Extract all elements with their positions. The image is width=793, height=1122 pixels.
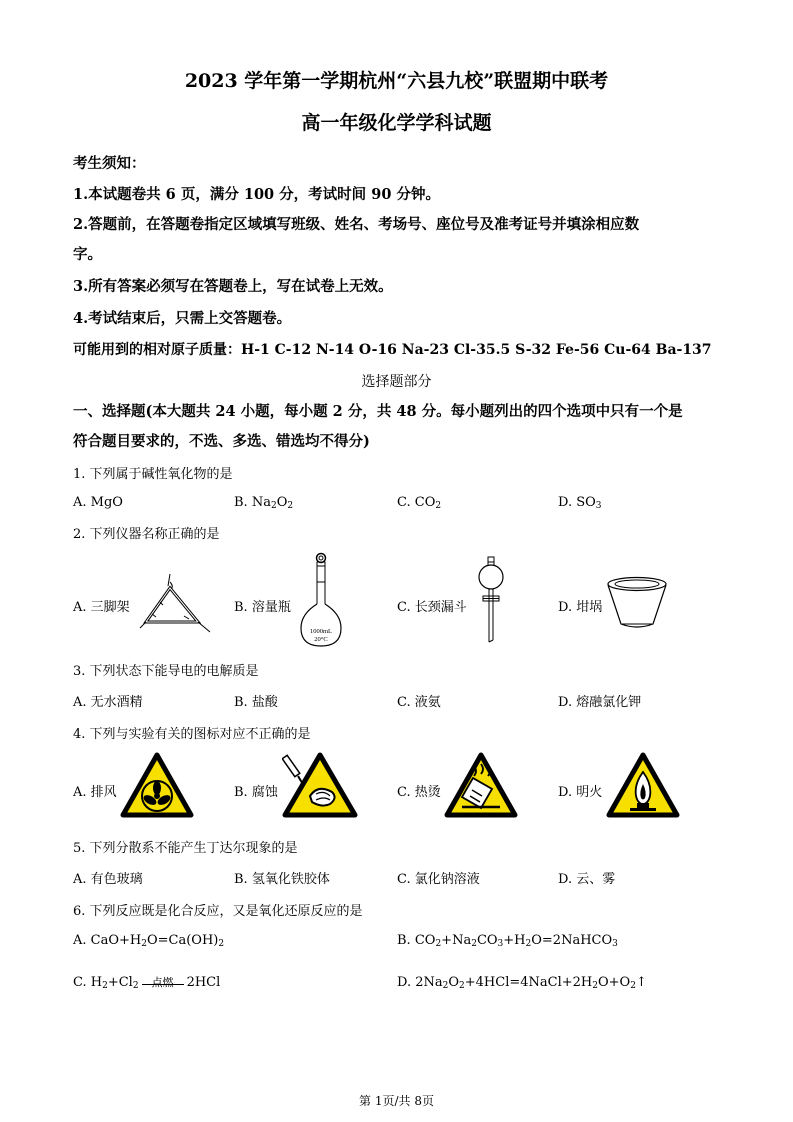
q2-option-d[interactable]: D. 坩埚 bbox=[558, 600, 603, 615]
q6-option-b[interactable]: B. $CO_2+Na_2CO_3+H_2O=2NaHCO_3$ bbox=[397, 933, 618, 949]
notice-item: 3.所有答案必须写在答题卷上，写在试卷上无效。 bbox=[73, 278, 393, 295]
q4-option-b[interactable]: B. 腐蚀 bbox=[234, 785, 278, 800]
q1-option-a[interactable]: A. MgO bbox=[73, 495, 123, 510]
q3-option-c[interactable]: C. 液氨 bbox=[397, 695, 441, 710]
separatory-funnel-icon bbox=[474, 556, 508, 648]
q3-option-a[interactable]: A. 无水酒精 bbox=[73, 695, 143, 710]
notice-heading: 考生须知： bbox=[73, 155, 146, 172]
q4-option-c[interactable]: C. 热烫 bbox=[397, 785, 441, 800]
question-6-stem: 6. 下列反应既是化合反应，又是氧化还原反应的是 bbox=[73, 904, 363, 919]
q2-option-a[interactable]: A. 三脚架 bbox=[73, 600, 130, 615]
q2-option-c[interactable]: C. 长颈漏斗 bbox=[397, 600, 467, 615]
q5-option-a[interactable]: A. 有色玻璃 bbox=[73, 872, 143, 887]
crucible-icon bbox=[606, 576, 668, 630]
page-number: 第 1页/共 8页 bbox=[359, 1094, 434, 1108]
q4-option-d[interactable]: D. 明火 bbox=[558, 785, 603, 800]
question-4-stem: 4. 下列与实验有关的图标对应不正确的是 bbox=[73, 727, 311, 742]
q5-option-d[interactable]: D. 云、雾 bbox=[558, 872, 616, 887]
flask-label: 1000mL bbox=[309, 628, 333, 635]
q6-option-d[interactable]: D. $2Na_2O_2+4HCl=4NaCl+2H_2O+O_2↑$ bbox=[397, 975, 647, 991]
corrosion-icon bbox=[282, 752, 358, 818]
notice-item: 2.答题前，在答题卷指定区域填写班级、姓名、考场号、座位号及准考证号并填涂相应数 bbox=[73, 216, 640, 233]
reaction-condition: 点燃 bbox=[151, 976, 174, 989]
question-2-stem: 2. 下列仪器名称正确的是 bbox=[73, 527, 220, 542]
q1-option-b[interactable]: B. $Na_2O_2$ bbox=[234, 495, 294, 511]
q1-option-d[interactable]: D. $SO_3$ bbox=[558, 495, 602, 511]
question-3-stem: 3. 下列状态下能导电的电解质是 bbox=[73, 664, 259, 679]
q6-option-c[interactable]: C. $H_2+Cl_2$ 点燃 2HCl bbox=[73, 975, 221, 991]
tripod-icon bbox=[138, 572, 212, 634]
q1-option-c[interactable]: C. $CO_2$ bbox=[397, 495, 442, 511]
hot-surface-icon bbox=[444, 752, 518, 818]
flask-label: 20°C bbox=[314, 636, 328, 643]
q6-option-a[interactable]: A. $CaO+H_2O=Ca(OH)_2$ bbox=[73, 933, 225, 949]
notice-item: 4.考试结束后，只需上交答题卷。 bbox=[73, 310, 292, 327]
notice-item: 字。 bbox=[73, 246, 102, 263]
notice-item: 1.本试题卷共 6 页，满分 100 分，考试时间 90 分钟。 bbox=[73, 186, 440, 203]
q2-option-b[interactable]: B. 溶量瓶 bbox=[234, 600, 291, 615]
exhaust-fan-icon bbox=[120, 752, 194, 818]
exam-title: 2023 学年第一学期杭州“六县九校”联盟期中联考 bbox=[184, 70, 609, 92]
section-intro: 一、选择题(本大题共 24 小题，每小题 2 分，共 48 分。每小题列出的四个选项中只有一个是 bbox=[73, 403, 683, 420]
reaction-arrow bbox=[142, 976, 184, 991]
question-5-stem: 5. 下列分散系不能产生丁达尔现象的是 bbox=[73, 841, 298, 856]
q5-option-b[interactable]: B. 氢氧化铁胶体 bbox=[234, 872, 330, 887]
q4-option-a[interactable]: A. 排风 bbox=[73, 785, 117, 800]
section-title: 选择题部分 bbox=[361, 374, 432, 390]
q3-option-d[interactable]: D. 熔融氯化钾 bbox=[558, 695, 642, 710]
q3-option-b[interactable]: B. 盐酸 bbox=[234, 695, 278, 710]
exam-subtitle: 高一年级化学学科试题 bbox=[301, 112, 492, 134]
volumetric-flask-icon bbox=[298, 552, 344, 648]
section-intro: 符合题目要求的，不选、多选、错选均不得分) bbox=[73, 433, 370, 450]
atomic-masses: 可能用到的相对原子质量：H-1 C-12 N-14 O-16 Na-23 Cl-35.5 S-32 Fe-56 Cu-64 Ba-137 bbox=[73, 342, 712, 358]
question-1-stem: 1. 下列属于碱性氧化物的是 bbox=[73, 467, 233, 482]
open-flame-icon bbox=[606, 752, 680, 818]
q5-option-c[interactable]: C. 氯化钠溶液 bbox=[397, 872, 480, 887]
